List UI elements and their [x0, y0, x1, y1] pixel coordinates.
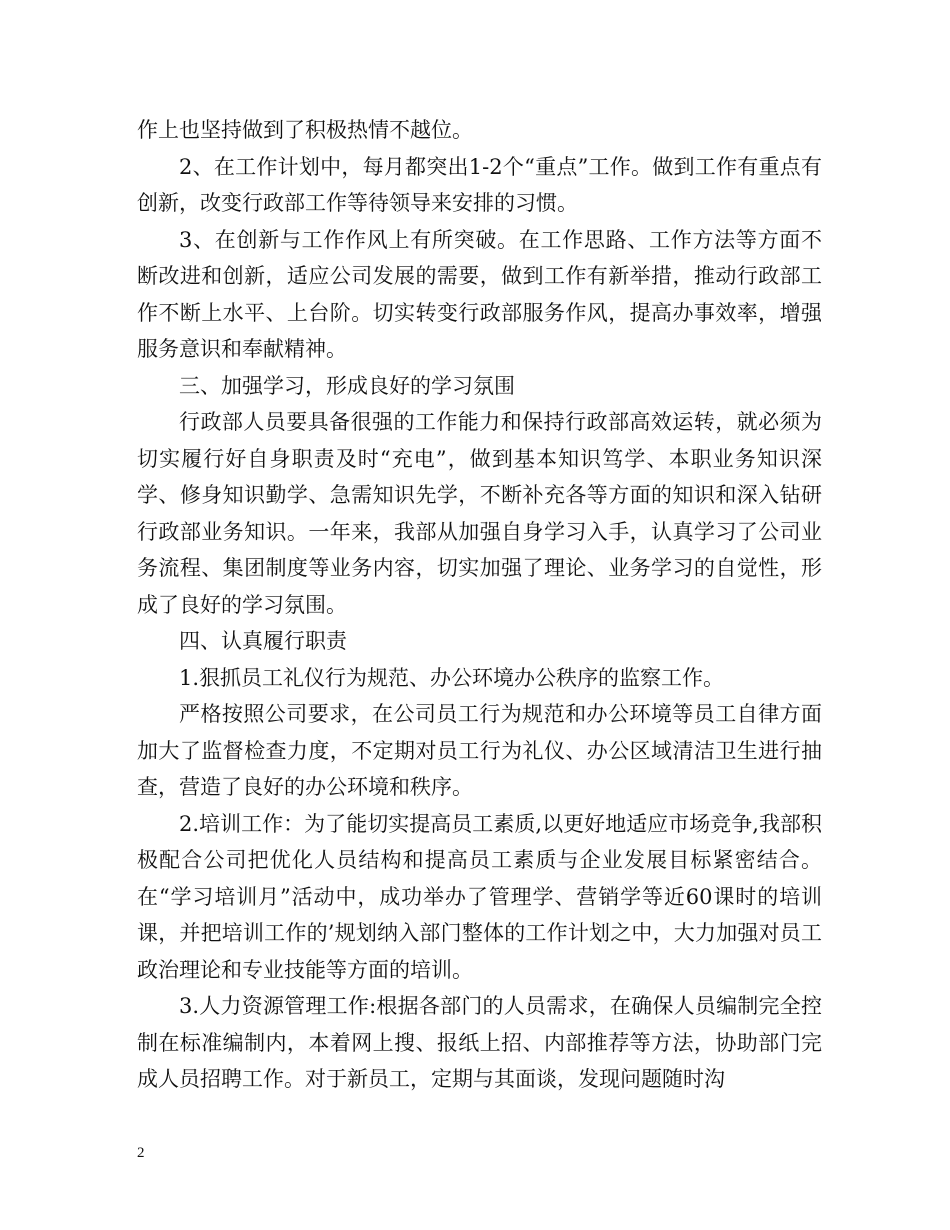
- paragraph-6: 2.培训工作：为了能切实提高员工素质,以更好地适应市场竞争,我部积极配合公司把优化人员结构和提高员工素质与企业发展目标紧密结合。在“学习培训月”活动中，成功举办了管理学、营销学等近60课时的培训课，并把培训工作的’规划纳入部门整体的工作计划之中，大力加强对员工政治理论和专业技能等方面的培训。: [137, 811, 822, 982]
- paragraph-4: 行政部人员要具备很强的工作能力和保持行政部高效运转，就必须为切实履行好自身职责及时“充电”，做到基本知识笃学、本职业务知识深学、修身知识勤学、急需知识先学，不断补充各等方面的知识和深入钻研行政部业务知识。一年来，我部从加强自身学习入手，认真学习了公司业务流程、集团制度等业务内容，切实加强了理论、业务学习的自觉性，形成了良好的学习氛围。: [137, 410, 822, 617]
- paragraph-3: 3、在创新与工作作风上有所突破。在工作思路、工作方法等方面不断改进和创新，适应公司发展的需要，做到工作有新举措，推动行政部工作不断上水平、上台阶。切实转变行政部服务作风，提高办事效率，增强服务意识和奉献精神。: [137, 227, 822, 361]
- document-body: [137, 112, 822, 1098]
- paragraph-1: 作上也坚持做到了积极热情不越位。: [137, 118, 473, 142]
- paragraph-5: 严格按照公司要求，在公司员工行为规范和办公环境等员工自律方面加大了监督检查力度，不定期对员工行为礼仪、办公区域清洁卫生进行抽查，营造了良好的办公环境和秩序。: [137, 702, 822, 799]
- paragraph-7: 3.人力资源管理工作:根据各部门的人员需求，在确保人员编制完全控制在标准编制内，本着网上搜、报纸上招、内部推荐等方法，协助部门完成人员招聘工作。对于新员工，定期与其面谈，发现问题随时沟: [137, 994, 822, 1091]
- section-heading-4: 四、认真履行职责: [179, 629, 347, 653]
- subheading-4-1: 1.狠抓员工礼仪行为规范、办公环境办公秩序的监察工作。: [179, 665, 725, 690]
- page-number: 2: [137, 1145, 145, 1161]
- paragraph-2: 2、在工作计划中，每月都突出1-2个“重点”工作。做到工作有重点有创新，改变行政部工作等待领导来安排的习惯。: [137, 154, 822, 215]
- section-heading-3: 三、加强学习，形成良好的学习氛围: [179, 373, 515, 398]
